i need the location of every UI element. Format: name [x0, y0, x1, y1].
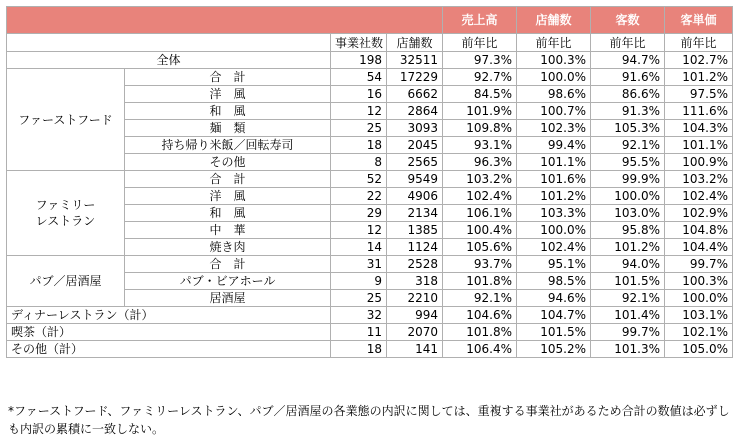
row-label: 中 華 — [125, 222, 331, 239]
cell-stores: 2210 — [387, 290, 443, 307]
header-sales: 売上高 — [443, 7, 517, 34]
cell-stores-yoy: 102.4% — [517, 239, 591, 256]
cell-stores-yoy: 94.6% — [517, 290, 591, 307]
cell-stores: 994 — [387, 307, 443, 324]
table-row — [7, 324, 733, 341]
cell-stores: 1124 — [387, 239, 443, 256]
cell-stores-yoy: 101.6% — [517, 171, 591, 188]
cell-sales-yoy: 106.1% — [443, 205, 517, 222]
cell-customers-yoy: 101.5% — [591, 273, 665, 290]
row-label: 洋 風 — [125, 86, 331, 103]
cell-sales-yoy: 104.6% — [443, 307, 517, 324]
cell-stores-yoy: 99.4% — [517, 137, 591, 154]
cell-sales-yoy: 93.1% — [443, 137, 517, 154]
cell-stores: 141 — [387, 341, 443, 358]
sub-header-row — [7, 34, 733, 52]
cell-customers-yoy: 94.0% — [591, 256, 665, 273]
table-row — [7, 69, 733, 86]
cell-sales-yoy: 103.2% — [443, 171, 517, 188]
cell-sales-yoy: 109.8% — [443, 120, 517, 137]
cell-stores: 32511 — [387, 52, 443, 69]
sub-header-companies: 事業社数 — [331, 34, 387, 52]
row-label: 和 風 — [125, 205, 331, 222]
cell-customers-yoy: 94.7% — [591, 52, 665, 69]
cell-sales-yoy: 105.6% — [443, 239, 517, 256]
cell-unit-price-yoy: 100.3% — [665, 273, 733, 290]
cell-stores: 17229 — [387, 69, 443, 86]
cell-companies: 16 — [331, 86, 387, 103]
cell-stores-yoy: 100.7% — [517, 103, 591, 120]
row-label: 焼き肉 — [125, 239, 331, 256]
cell-stores-yoy: 101.1% — [517, 154, 591, 171]
cell-unit-price-yoy: 99.7% — [665, 256, 733, 273]
sub-header-blank — [7, 34, 331, 52]
table-row — [7, 171, 733, 188]
cell-stores-yoy: 102.3% — [517, 120, 591, 137]
cell-companies: 54 — [331, 69, 387, 86]
cell-companies: 29 — [331, 205, 387, 222]
cell-unit-price-yoy: 111.6% — [665, 103, 733, 120]
cell-companies: 12 — [331, 222, 387, 239]
cell-stores-yoy: 101.5% — [517, 324, 591, 341]
group-header-row — [7, 7, 733, 34]
cell-stores: 2864 — [387, 103, 443, 120]
cell-unit-price-yoy: 102.4% — [665, 188, 733, 205]
cell-sales-yoy: 101.9% — [443, 103, 517, 120]
cell-unit-price-yoy: 102.9% — [665, 205, 733, 222]
cell-unit-price-yoy: 100.9% — [665, 154, 733, 171]
cell-stores-yoy: 105.2% — [517, 341, 591, 358]
table-row — [7, 256, 733, 273]
header-customers: 客数 — [591, 7, 665, 34]
cell-unit-price-yoy: 101.1% — [665, 137, 733, 154]
cell-unit-price-yoy: 101.2% — [665, 69, 733, 86]
cell-stores: 2134 — [387, 205, 443, 222]
cell-customers-yoy: 86.6% — [591, 86, 665, 103]
row-label: その他 — [125, 154, 331, 171]
cell-companies: 52 — [331, 171, 387, 188]
cell-unit-price-yoy: 104.4% — [665, 239, 733, 256]
cell-unit-price-yoy: 103.1% — [665, 307, 733, 324]
table-row — [7, 341, 733, 358]
cell-customers-yoy: 101.4% — [591, 307, 665, 324]
category-family-restaurant — [7, 171, 125, 256]
cell-stores: 2565 — [387, 154, 443, 171]
cell-sales-yoy: 84.5% — [443, 86, 517, 103]
cell-unit-price-yoy: 104.8% — [665, 222, 733, 239]
cell-unit-price-yoy: 102.7% — [665, 52, 733, 69]
header-unit-price: 客単価 — [665, 7, 733, 34]
restaurant-stats-table — [6, 6, 733, 358]
cell-stores-yoy: 98.6% — [517, 86, 591, 103]
cell-companies: 14 — [331, 239, 387, 256]
cell-unit-price-yoy: 97.5% — [665, 86, 733, 103]
cell-unit-price-yoy: 100.0% — [665, 290, 733, 307]
row-label: 持ち帰り米飯／回転寿司 — [125, 137, 331, 154]
header-blank — [7, 7, 443, 34]
cell-stores: 4906 — [387, 188, 443, 205]
cell-customers-yoy: 92.1% — [591, 137, 665, 154]
cell-stores: 2045 — [387, 137, 443, 154]
cell-stores: 2070 — [387, 324, 443, 341]
cell-companies: 18 — [331, 341, 387, 358]
category-line: ファミリー — [35, 198, 96, 212]
cell-sales-yoy: 106.4% — [443, 341, 517, 358]
cell-customers-yoy: 105.3% — [591, 120, 665, 137]
row-label: 全体 — [7, 52, 331, 69]
row-label: 和 風 — [125, 103, 331, 120]
sub-header-yoy: 前年比 — [665, 34, 733, 52]
cell-stores-yoy: 101.2% — [517, 188, 591, 205]
cell-companies: 12 — [331, 103, 387, 120]
cell-sales-yoy: 93.7% — [443, 256, 517, 273]
cell-stores: 9549 — [387, 171, 443, 188]
row-label: 喫茶（計） — [7, 324, 331, 341]
stats-table-container — [6, 6, 732, 358]
cell-unit-price-yoy: 104.3% — [665, 120, 733, 137]
cell-companies: 11 — [331, 324, 387, 341]
cell-customers-yoy: 100.0% — [591, 188, 665, 205]
cell-customers-yoy: 91.3% — [591, 103, 665, 120]
cell-sales-yoy: 101.8% — [443, 324, 517, 341]
row-label: その他（計） — [7, 341, 331, 358]
cell-companies: 32 — [331, 307, 387, 324]
cell-sales-yoy: 100.4% — [443, 222, 517, 239]
sub-header-yoy: 前年比 — [443, 34, 517, 52]
category-fast-food: ファーストフード — [7, 69, 125, 171]
cell-unit-price-yoy: 105.0% — [665, 341, 733, 358]
footnote: *ファーストフード、ファミリーレストラン、パブ／居酒屋の各業態の内訳に関しては、重複する事業社があるため合計の数値は必ずしも内訳の累積に一致しない。 — [8, 404, 730, 436]
cell-stores: 318 — [387, 273, 443, 290]
cell-customers-yoy: 103.0% — [591, 205, 665, 222]
cell-sales-yoy: 92.7% — [443, 69, 517, 86]
cell-stores: 1385 — [387, 222, 443, 239]
sub-header-store-count: 店舗数 — [387, 34, 443, 52]
cell-stores: 3093 — [387, 120, 443, 137]
sub-header-yoy: 前年比 — [517, 34, 591, 52]
cell-stores-yoy: 104.7% — [517, 307, 591, 324]
row-label: パブ・ビアホール — [125, 273, 331, 290]
cell-companies: 9 — [331, 273, 387, 290]
row-label: 合 計 — [125, 256, 331, 273]
cell-sales-yoy: 97.3% — [443, 52, 517, 69]
cell-companies: 8 — [331, 154, 387, 171]
cell-stores: 6662 — [387, 86, 443, 103]
header-stores: 店舗数 — [517, 7, 591, 34]
cell-stores: 2528 — [387, 256, 443, 273]
row-label: 合 計 — [125, 69, 331, 86]
cell-companies: 198 — [331, 52, 387, 69]
table-row-total — [7, 52, 733, 69]
cell-stores-yoy: 100.0% — [517, 222, 591, 239]
cell-sales-yoy: 92.1% — [443, 290, 517, 307]
cell-stores-yoy: 100.3% — [517, 52, 591, 69]
cell-companies: 31 — [331, 256, 387, 273]
category-line: レストラン — [35, 214, 96, 228]
cell-companies: 25 — [331, 290, 387, 307]
cell-customers-yoy: 99.9% — [591, 171, 665, 188]
row-label: 合 計 — [125, 171, 331, 188]
cell-sales-yoy: 96.3% — [443, 154, 517, 171]
cell-unit-price-yoy: 103.2% — [665, 171, 733, 188]
row-label: 麺 類 — [125, 120, 331, 137]
cell-customers-yoy: 95.8% — [591, 222, 665, 239]
cell-customers-yoy: 95.5% — [591, 154, 665, 171]
cell-sales-yoy: 101.8% — [443, 273, 517, 290]
cell-unit-price-yoy: 102.1% — [665, 324, 733, 341]
cell-customers-yoy: 91.6% — [591, 69, 665, 86]
cell-companies: 25 — [331, 120, 387, 137]
cell-stores-yoy: 98.5% — [517, 273, 591, 290]
cell-customers-yoy: 101.3% — [591, 341, 665, 358]
table-row — [7, 307, 733, 324]
sub-header-yoy: 前年比 — [591, 34, 665, 52]
cell-customers-yoy: 92.1% — [591, 290, 665, 307]
cell-sales-yoy: 102.4% — [443, 188, 517, 205]
category-pub-izakaya: パブ／居酒屋 — [7, 256, 125, 307]
cell-companies: 22 — [331, 188, 387, 205]
cell-customers-yoy: 101.2% — [591, 239, 665, 256]
row-label: 洋 風 — [125, 188, 331, 205]
cell-stores-yoy: 100.0% — [517, 69, 591, 86]
cell-stores-yoy: 95.1% — [517, 256, 591, 273]
cell-stores-yoy: 103.3% — [517, 205, 591, 222]
cell-customers-yoy: 99.7% — [591, 324, 665, 341]
row-label: 居酒屋 — [125, 290, 331, 307]
row-label: ディナーレストラン（計） — [7, 307, 331, 324]
cell-companies: 18 — [331, 137, 387, 154]
